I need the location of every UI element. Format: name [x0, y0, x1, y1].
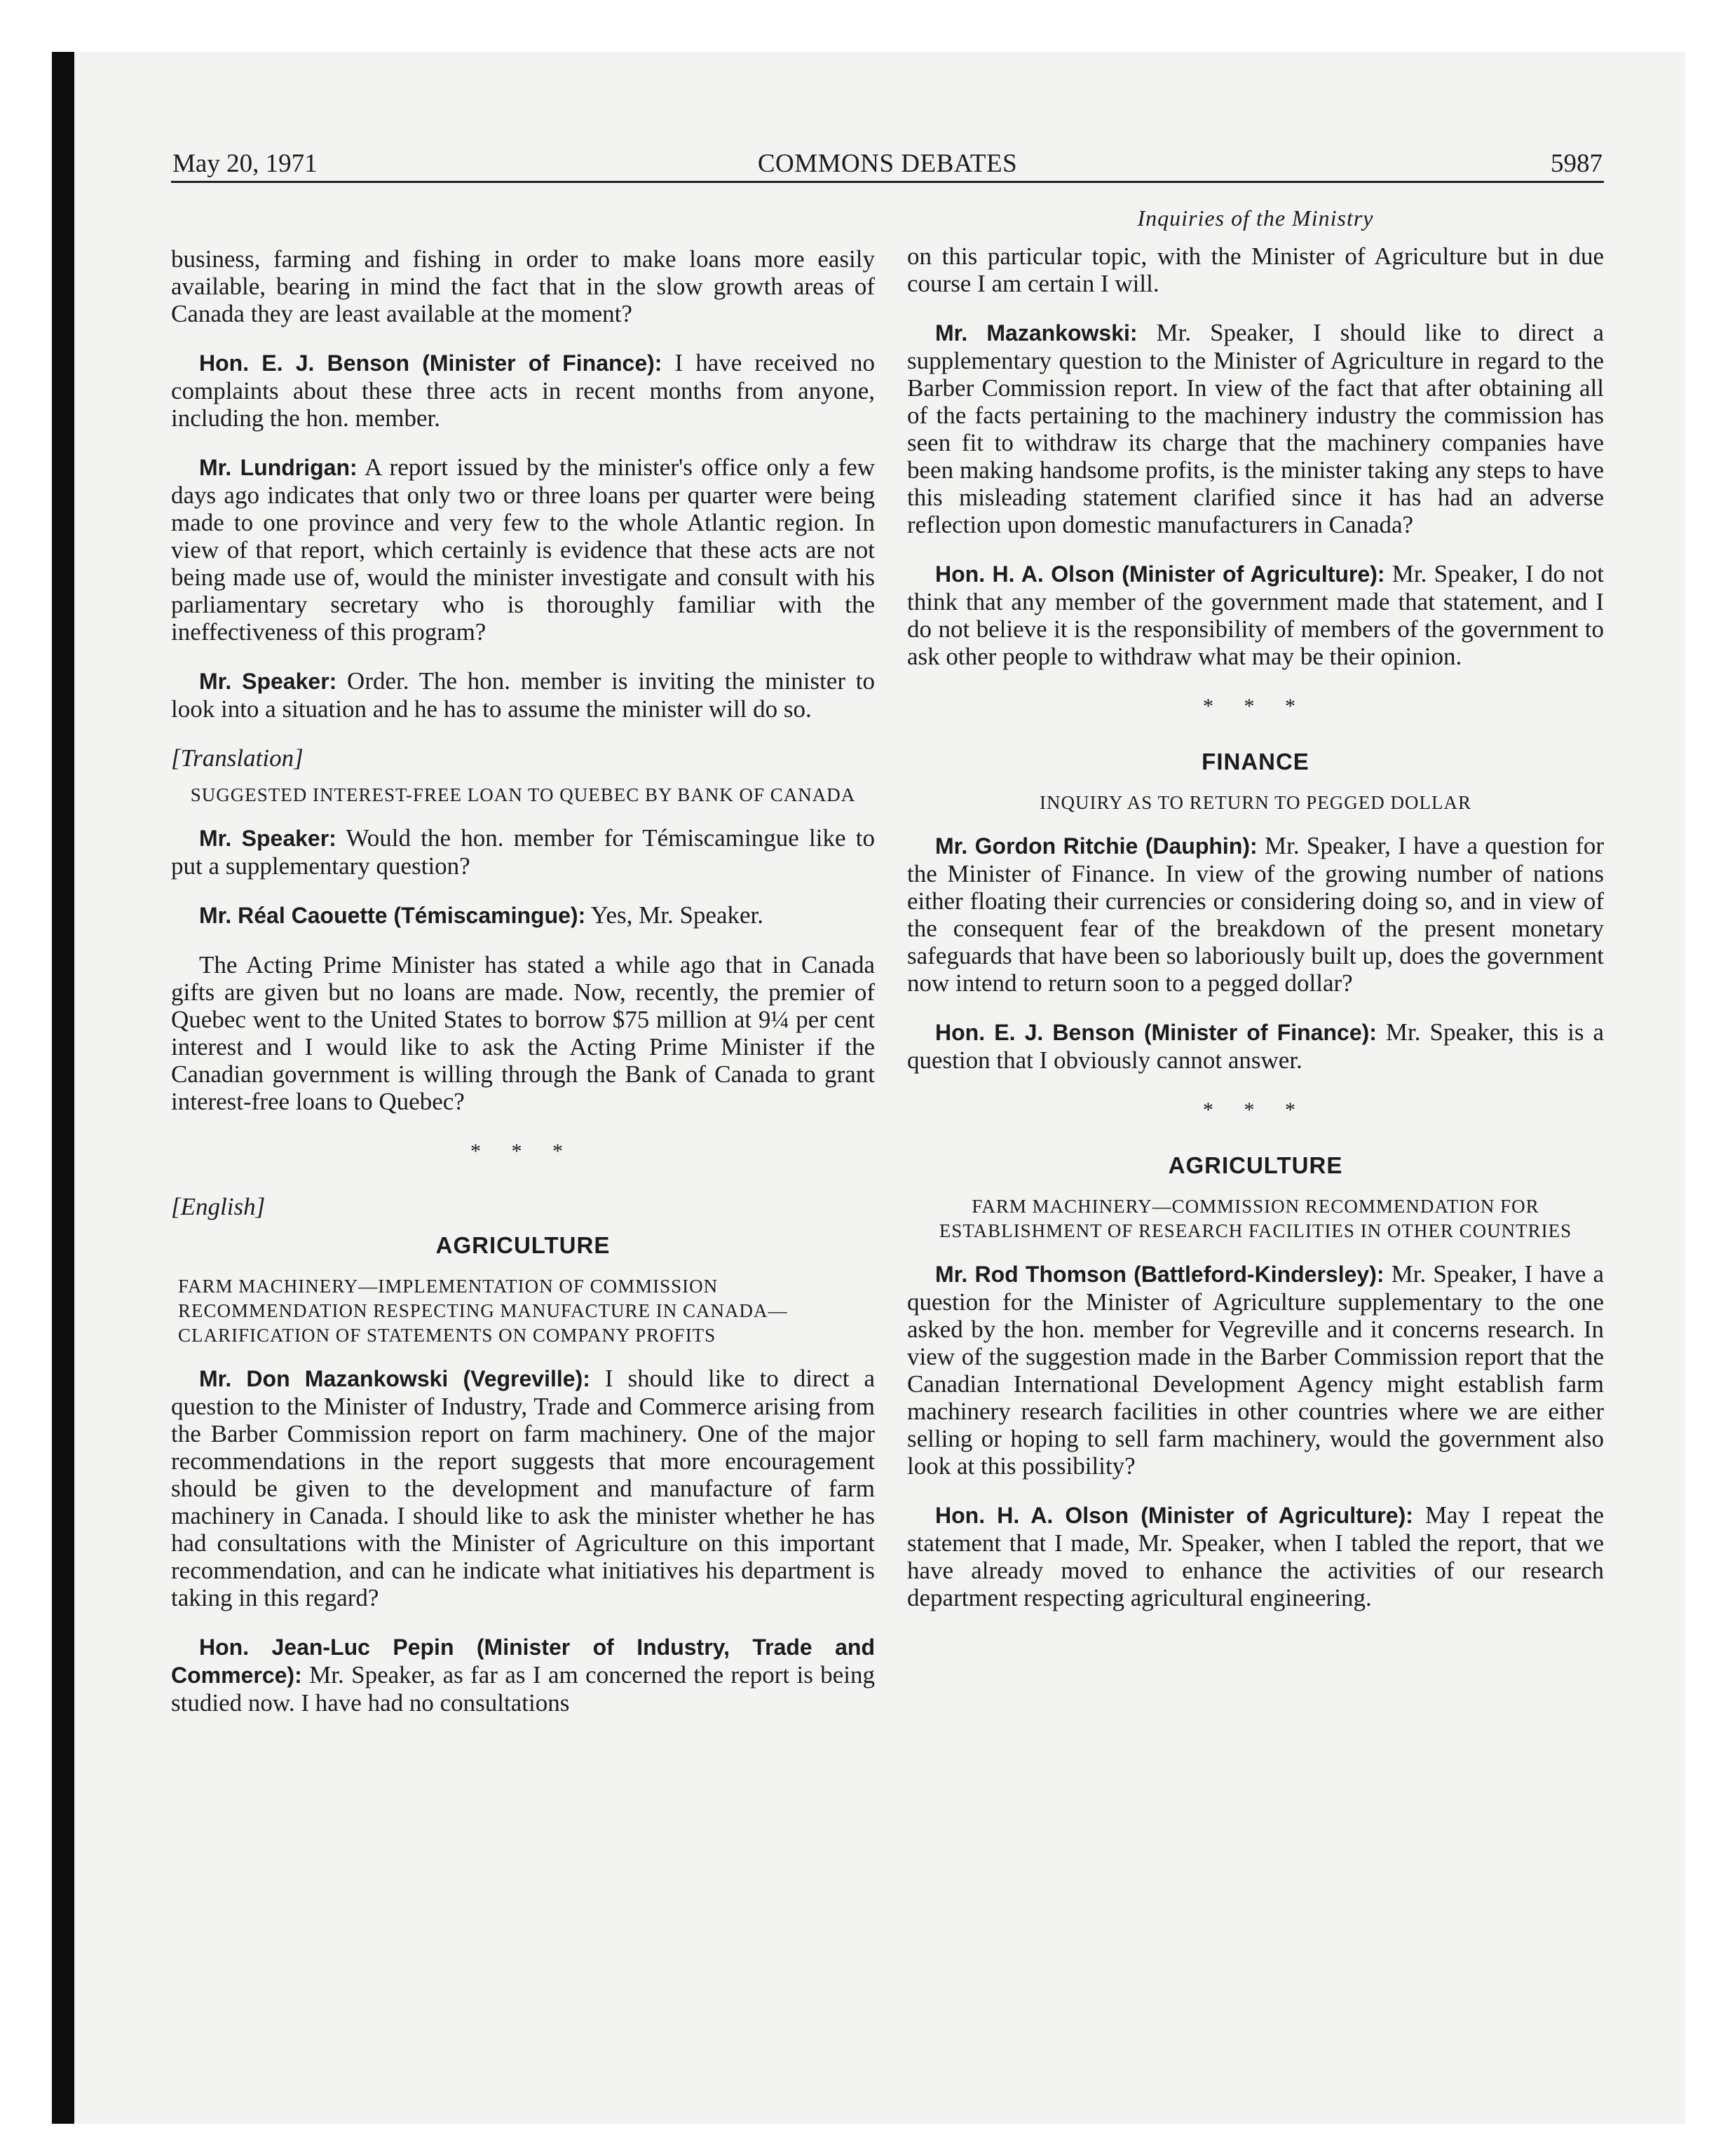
section-heading: AGRICULTURE	[1168, 1152, 1343, 1178]
paragraph	[907, 832, 1604, 997]
speaker-name: Mr. Rod Thomson (Battleford-Kindersley):	[935, 1262, 1384, 1287]
paragraph: The Acting Prime Minister has stated a while ago that in Canada gifts are given but no loans are made. Now, recently, the premier of Quebec went to the United States to borrow $75 million at 9¼ per cent interest and I would like to ask the Acting Prime Minister if the Canadian government is willing through the Bank of Canada to grant interest-free loans to Quebec?	[171, 951, 875, 1115]
paragraph: on this particular topic, with the Minister of Agriculture but in due course I am certain I will.	[907, 243, 1604, 297]
speech-text: I should like to direct a question to the Minister of Industry, Trade and Commerce arising from the Barber Commission report on farm machinery. One of the major recommendations in the report suggests that more encouragement should be given to the development and manufacture of farm machinery in Canada. I should like to ask the minister whether he has had consultations with the Minister of Agriculture on this important recommendation, and can he indicate what initiatives his department is taking in this regard?	[171, 1365, 876, 1611]
speech-text: Mr. Speaker, as far as I am concerned the report is being studied now. I have had no consultations	[171, 1661, 875, 1717]
section-subheading: INQUIRY AS TO RETURN TO PEGGED DOLLAR	[1039, 792, 1472, 813]
right-column	[907, 243, 1604, 1633]
section-subheading: FARM MACHINERY—IMPLEMENTATION OF COMMISSION RECOMMENDATION RESPECTING MANUFACTURE IN CANADA—CLARIFICATION OF STATEMENTS ON COMPANY PROFITS	[178, 1276, 788, 1346]
section-heading: FINANCE	[1202, 749, 1309, 775]
paragraph	[907, 1018, 1604, 1074]
speaker-name: Mr. Réal Caouette (Témiscamingue):	[199, 903, 586, 928]
paragraph	[171, 1633, 875, 1717]
speech-text: Mr. Speaker, this is a question that I obviously cannot answer.	[907, 1018, 1605, 1074]
running-head	[171, 147, 1604, 183]
speaker-name: Mr. Gordon Ritchie (Dauphin):	[935, 833, 1258, 859]
section-subheading: FARM MACHINERY—COMMISSION RECOMMENDATION FOR ESTABLISHMENT OF RESEARCH FACILITIES IN OTHER COUNTRIES	[939, 1196, 1572, 1241]
header-publication: COMMONS DEBATES	[757, 149, 1018, 178]
section-separator: * * *	[1203, 695, 1308, 718]
speaker-name: Mr. Lundrigan:	[199, 455, 358, 480]
paragraph	[171, 349, 875, 432]
speaker-name: Mr. Speaker:	[199, 826, 336, 851]
language-label: [English]	[171, 1193, 266, 1220]
speech-text: Mr. Speaker, I have a question for the Minister of Agriculture supplementary to the one asked by the hon. member for Vegreville and it concerns research. In view of the suggestion made in the Barber Commission report that the Canadian International Development Agency might establish farm machinery research facilities in other countries where we are either selling or hoping to sell farm machinery, would the government also look at this possibility?	[907, 1260, 1604, 1480]
speaker-name: Hon. E. J. Benson (Minister of Finance):	[199, 350, 662, 376]
section-subheading: SUGGESTED INTEREST-FREE LOAN TO QUEBEC BY BANK OF CANADA	[190, 784, 856, 805]
paragraph	[171, 453, 875, 646]
paragraph	[171, 824, 875, 880]
speaker-name: Hon. E. J. Benson (Minister of Finance):	[935, 1020, 1377, 1045]
speech-text: I have received no complaints about these three acts in recent months from anyone, including the hon. member.	[171, 349, 876, 432]
paragraph	[907, 1260, 1604, 1480]
speaker-name: Mr. Speaker:	[199, 669, 337, 694]
speech-text: Order. The hon. member is inviting the minister to look into a situation and he has to assume the minister will do so.	[171, 667, 876, 723]
speaker-name: Hon. Jean-Luc Pepin (Minister of Industry, Trade and Commerce):	[171, 1635, 875, 1688]
speech-text: Mr. Speaker, I should like to direct a supplementary question to the Minister of Agriculture in regard to the Barber Commission report. In view of the fact that after obtaining all of the facts pertaining to the machinery industry the commission has seen fit to withdraw its charge that the machinery companies have been making handsome profits, is the minister taking any steps to have this misleading statement clarified since it has had an adverse reflection upon domestic manufacturers in Canada?	[907, 319, 1604, 538]
paragraph	[907, 319, 1604, 538]
header-page-number: 5987	[1551, 149, 1603, 178]
speech-text: A report issued by the minister's office only a few days ago indicates that only two or three loans per quarter were being made to one province and very few to the whole Atlantic region. In view of that report, which certainly is evidence that these acts are not being made use of, would the minister investigate and consult with his parliamentary secretary who is thoroughly familiar with the ineffectiveness of this program?	[171, 453, 876, 646]
speaker-name: Mr. Don Mazankowski (Vegreville):	[199, 1366, 590, 1391]
paragraph	[171, 901, 875, 929]
paragraph	[171, 667, 875, 723]
scan-border	[52, 52, 74, 2124]
paragraph	[907, 560, 1604, 670]
section-separator: * * *	[470, 1140, 576, 1163]
paragraph: business, farming and fishing in order to make loans more easily available, bearing in mind the fact that in the slow growth areas of Canada they are least available at the moment?	[171, 245, 875, 327]
right-column-subheading: Inquiries of the Ministry	[1137, 205, 1374, 231]
speaker-name: Hon. H. A. Olson (Minister of Agriculture):	[935, 1503, 1413, 1528]
speaker-name: Mr. Mazankowski:	[935, 320, 1138, 346]
speech-text: Would the hon. member for Témiscamingue like to put a supplementary question?	[171, 824, 875, 880]
section-separator: * * *	[1203, 1098, 1308, 1121]
speech-text: Mr. Speaker, I have a question for the Minister of Finance. In view of the growing number of nations either floating their currencies or considering doing so, and in view of the consequent fear of the breakdown of the present monetary safeguards that have been so laboriously built up, does the government now intend to return soon to a pegged dollar?	[907, 832, 1605, 997]
paragraph	[171, 1365, 875, 1611]
paragraph	[907, 1501, 1604, 1611]
header-date: May 20, 1971	[172, 149, 318, 178]
language-label: [Translation]	[171, 744, 304, 772]
speech-text: Mr. Speaker, I do not think that any member of the government made that statement, and I do not believe it is the responsibility of members of the government to ask other people to withdraw what may be their opinion.	[907, 560, 1604, 670]
section-heading: AGRICULTURE	[435, 1232, 611, 1258]
speech-text: Yes, Mr. Speaker.	[585, 901, 764, 929]
left-column	[171, 245, 875, 1738]
speaker-name: Hon. H. A. Olson (Minister of Agriculture):	[935, 561, 1385, 587]
speech-text: May I repeat the statement that I made, Mr. Speaker, when I tabled the report, that we have already moved to enhance the activities of our research department respecting agricultural engineering.	[907, 1501, 1604, 1611]
